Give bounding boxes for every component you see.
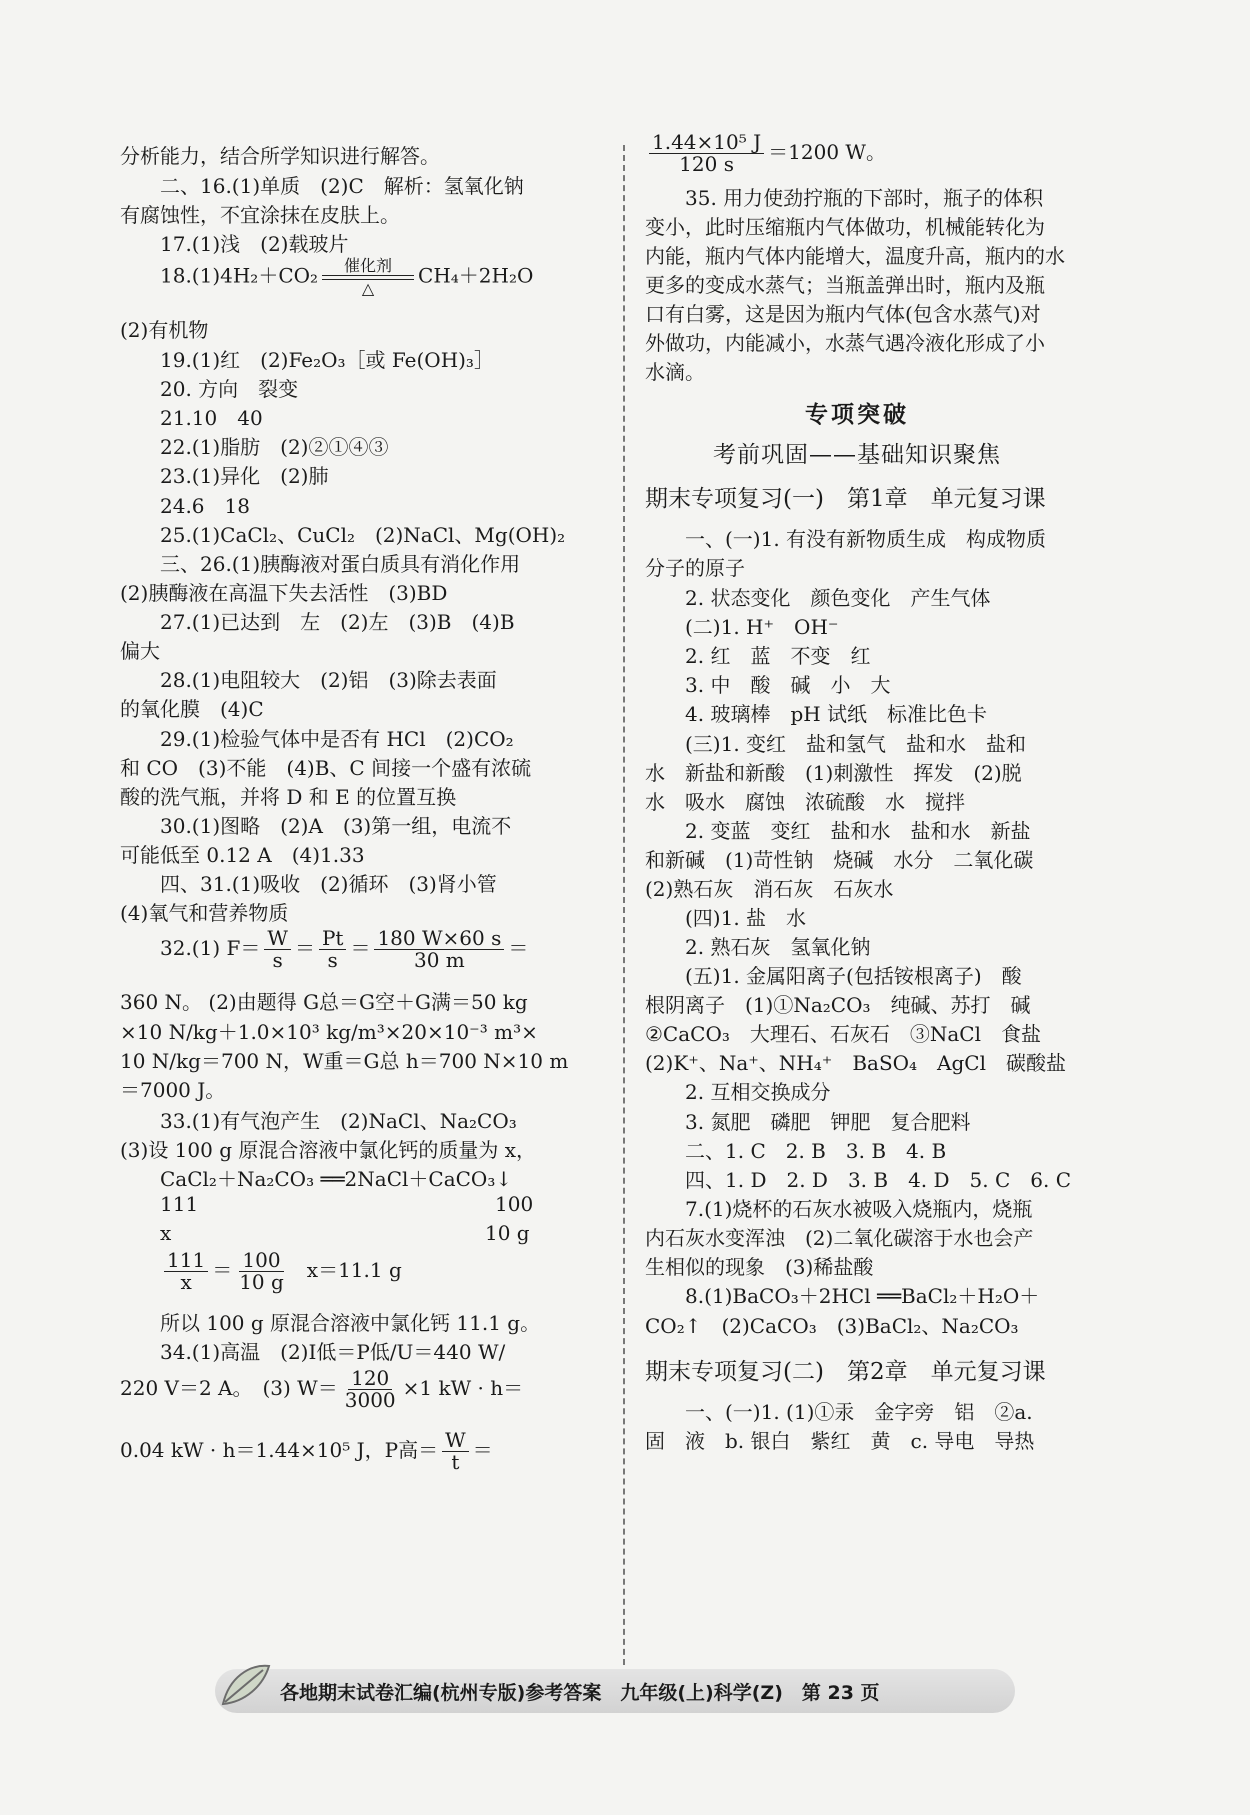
answer-line: 和新碱 (1)苛性钠 烧碱 水分 二氧化碳 xyxy=(645,848,1034,872)
answer-line: 2. 变蓝 变红 盐和水 盐和水 新盐 xyxy=(685,819,1031,843)
fraction: $\frac{180 W\times 60 s}{30 m}$ xyxy=(374,928,504,971)
fraction: $\frac{\text{1.44×10⁵ J}}{120 s}$ xyxy=(649,132,764,175)
equation-34b: 0.04 kW · h＝1.44×10⁵ J，P高＝ $\frac{W}{t}$ ＝ xyxy=(120,1428,493,1474)
answer-line: (2)K⁺、Na⁺、NH₄⁺ BaSO₄ AgCl 碳酸盐 xyxy=(645,1051,1067,1075)
answer-line: (三)1. 变红 盐和氢气 盐和水 盐和 xyxy=(685,732,1027,756)
answer-line: 22.(1)脂肪 (2)②①④③ xyxy=(160,435,389,459)
answer-line: 水滴。 xyxy=(645,360,705,384)
answer-line: 一、(一)1. 有没有新物质生成 构成物质 xyxy=(685,527,1047,551)
fraction: $\frac{100}{10 g}$ xyxy=(239,1248,284,1294)
answer-line: 有腐蚀性，不宜涂抹在皮肤上。 xyxy=(120,203,400,227)
answer-line: 33.(1)有气泡产生 (2)NaCl、Na₂CO₃ xyxy=(160,1109,517,1133)
fraction: $\frac{Pt}{s}$ xyxy=(319,928,347,971)
section-heading: 专项突破 xyxy=(805,402,909,428)
answer-line: 20. 方向 裂变 xyxy=(160,377,299,401)
answer-line: (五)1. 金属阳离子(包括铵根离子) 酸 xyxy=(685,964,1022,988)
equation-34c: $\frac{\text{1.44×10⁵ J}}{120 s}$ ＝1200 W。 xyxy=(645,132,886,175)
answer-line: 分析能力，结合所学知识进行解答。 xyxy=(120,144,440,168)
equation-33: CaCl₂＋Na₂CO₃ ══2NaCl＋CaCO₃↓ xyxy=(160,1167,513,1191)
answer-line: CO₂↑ (2)CaCO₃ (3)BaCl₂、Na₂CO₃ xyxy=(645,1314,1019,1338)
ratio-right: 10 g xyxy=(485,1221,530,1245)
answer-line: 一、(一)1. (1)①汞 金字旁 铝 ②a. xyxy=(685,1400,1033,1424)
answer-line: 2. 熟石灰 氢氧化钠 xyxy=(685,935,871,959)
answer-line: 34.(1)高温 (2)I低＝P低/U＝440 W/ xyxy=(160,1340,506,1364)
answer-line: (2)熟石灰 消石灰 石灰水 xyxy=(645,877,894,901)
answer-line: 四、31.(1)吸收 (2)循环 (3)肾小管 xyxy=(160,872,497,896)
answer-line: 生相似的现象 (3)稀盐酸 xyxy=(645,1255,874,1279)
answer-line: (3)设 100 g 原混合溶液中氯化钙的质量为 x， xyxy=(120,1138,537,1162)
answer-line: 17.(1)浅 (2)载玻片 xyxy=(160,232,349,256)
answer-line: 口有白雾，这是因为瓶内气体(包含水蒸气)对 xyxy=(645,302,1041,326)
answer-line: 2. 状态变化 颜色变化 产生气体 xyxy=(685,586,991,610)
answer-line: 三、26.(1)胰酶液对蛋白质具有消化作用 xyxy=(160,552,521,576)
chapter-heading: 期末专项复习(一) 第1章 单元复习课 xyxy=(645,486,1046,512)
answer-line: 3. 氮肥 磷肥 钾肥 复合肥料 xyxy=(685,1110,971,1134)
answer-line: ＝7000 J。 xyxy=(120,1078,226,1102)
answer-line: 21.10 40 xyxy=(160,406,263,430)
answer-line: 变小，此时压缩瓶内气体做功，机械能转化为 xyxy=(645,215,1045,239)
answer-line: ×10 N/kg＋1.0×10³ kg/m³×20×10⁻³ m³× xyxy=(120,1020,538,1044)
answer-line: 7.(1)烧杯的石灰水被吸入烧瓶内，烧瓶 xyxy=(685,1197,1033,1221)
answer-line: 酸的洗气瓶，并将 D 和 E 的位置互换 xyxy=(120,785,457,809)
chapter-heading: 期末专项复习(二) 第2章 单元复习课 xyxy=(645,1359,1046,1385)
answer-line: (2)胰酶液在高温下失去活性 (3)BD xyxy=(120,581,448,605)
answer-line: 35. 用力使劲拧瓶的下部时，瓶子的体积 xyxy=(685,186,1044,210)
answer-line: 24.6 18 xyxy=(160,494,250,518)
answer-line: 分子的原子 xyxy=(645,556,745,580)
answer-line: 30.(1)图略 (2)A (3)第一组，电流不 xyxy=(160,814,512,838)
fraction: $\frac{W}{s}$ xyxy=(264,928,291,971)
answer-line: 内能，瓶内气体内能增大，温度升高，瓶内的水 xyxy=(645,244,1065,268)
fraction: $\frac{120}{3000}$ xyxy=(344,1366,396,1412)
fraction: $\frac{W}{t}$ xyxy=(442,1430,469,1473)
answer-line: 可能低至 0.12 A (4)1.33 xyxy=(120,843,365,867)
answer-line: 四、1. D 2. D 3. B 4. D 5. C 6. C xyxy=(685,1168,1072,1192)
answer-line: 23.(1)异化 (2)肺 xyxy=(160,464,329,488)
answer-line: 固 液 b. 银白 紫红 黄 c. 导电 导热 xyxy=(645,1429,1035,1453)
answer-line: 2. 互相交换成分 xyxy=(685,1080,831,1104)
answer-line: (二)1. H⁺ OH⁻ xyxy=(685,615,839,639)
equation-34: 220 V＝2 A。 (3) W＝ $\frac{120}{3000}$ ×1 kW · h＝ xyxy=(120,1366,524,1412)
answer-line: 更多的变成水蒸气；当瓶盖弹出时，瓶内及瓶 xyxy=(645,273,1045,297)
answer-line: 3. 中 酸 碱 小 大 xyxy=(685,673,891,697)
footer-text: 各地期末试卷汇编(杭州专版)参考答案 九年级(上)科学(Z) 第 23 页 xyxy=(280,1682,880,1704)
answer-line: 27.(1)已达到 左 (2)左 (3)B (4)B xyxy=(160,610,515,634)
answer-line: 25.(1)CaCl₂、CuCl₂ (2)NaCl、Mg(OH)₂ xyxy=(160,523,566,547)
answer-line: 4. 玻璃棒 pH 试纸 标准比色卡 xyxy=(685,702,988,726)
answer-line: 水 新盐和新酸 (1)刺激性 挥发 (2)脱 xyxy=(645,761,1022,785)
answer-line: 外做功，内能减小，水蒸气遇冷液化形成了小 xyxy=(645,331,1045,355)
answer-line: 28.(1)电阻较大 (2)铝 (3)除去表面 xyxy=(160,668,497,692)
answer-line: 29.(1)检验气体中是否有 HCl (2)CO₂ xyxy=(160,727,514,751)
answer-line: 所以 100 g 原混合溶液中氯化钙 11.1 g。 xyxy=(160,1311,541,1335)
equation-ratio: $\frac{111}{x}$ ＝ $\frac{100}{10 g}$ x＝11.1 g xyxy=(120,1250,402,1293)
column-divider xyxy=(623,145,625,1685)
ratio-left: x xyxy=(160,1221,172,1245)
equation-32: 32.(1) F＝ $\frac{W}{s}$ ＝ $\frac{Pt}{s}$ ＝ $\frac{180 W\times 60 s}{30 m}$ ＝ xyxy=(160,926,529,972)
answer-line: 10 N/kg＝700 N，W重＝G总 h＝700 N×10 m xyxy=(120,1049,569,1073)
answer-line: (四)1. 盐 水 xyxy=(685,906,807,930)
answer-line: (2)有机物 xyxy=(120,318,209,342)
fraction: $\frac{111}{x}$ xyxy=(164,1250,208,1293)
answer-line: 二、1. C 2. B 3. B 4. B xyxy=(685,1139,947,1163)
reaction-condition: 催化剂 △ xyxy=(322,257,414,297)
answer-line: 二、16.(1)单质 (2)C 解析：氢氧化钠 xyxy=(160,174,524,198)
answer-line: 偏大 xyxy=(120,639,160,663)
equation-18: 18.(1)4H₂＋CO₂ 催化剂 △ CH₄＋2H₂O xyxy=(160,256,534,298)
leaf-icon xyxy=(215,1656,275,1716)
answer-line: 19.(1)红 (2)Fe₂O₃［或 Fe(OH)₃］ xyxy=(160,348,494,372)
ratio-right: 100 xyxy=(495,1192,534,1216)
answer-line: (4)氧气和营养物质 xyxy=(120,901,289,925)
section-subheading: 考前巩固——基础知识聚焦 xyxy=(713,442,1001,468)
answer-line: 2. 红 蓝 不变 红 xyxy=(685,644,871,668)
answer-line: 根阴离子 (1)①Na₂CO₃ 纯碱、苏打 碱 xyxy=(645,993,1031,1017)
answer-line: 和 CO (3)不能 (4)B、C 间接一个盛有浓硫 xyxy=(120,756,532,780)
answer-line: 8.(1)BaCO₃＋2HCl ══BaCl₂＋H₂O＋ xyxy=(685,1284,1040,1308)
answer-line: ②CaCO₃ 大理石、石灰石 ③NaCl 食盐 xyxy=(645,1022,1041,1046)
ratio-left: 111 xyxy=(160,1192,199,1216)
answer-line: 的氧化膜 (4)C xyxy=(120,697,264,721)
answer-line: 内石灰水变浑浊 (2)二氧化碳溶于水也会产 xyxy=(645,1226,1034,1250)
answer-line: 360 N。 (2)由题得 G总＝G空＋G满＝50 kg xyxy=(120,990,528,1014)
answer-line: 水 吸水 腐蚀 浓硫酸 水 搅拌 xyxy=(645,790,965,814)
